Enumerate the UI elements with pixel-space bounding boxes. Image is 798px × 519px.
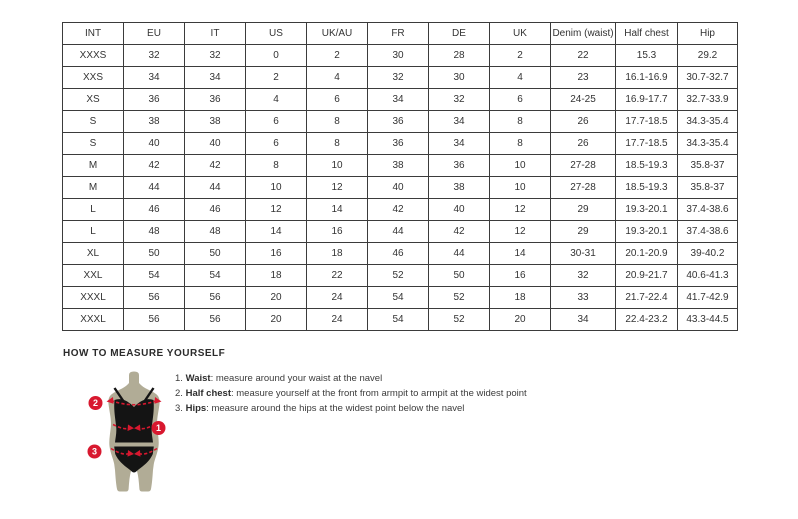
mannequin-swimsuit-icon [84, 370, 184, 495]
table-cell: 17.7-18.5 [616, 111, 678, 133]
table-cell: 34 [429, 133, 490, 155]
table-cell: 18 [490, 287, 551, 309]
step-label: Waist [185, 373, 211, 384]
table-cell: 50 [185, 243, 246, 265]
header-cell: IT [185, 23, 246, 45]
table-cell: 29 [551, 199, 616, 221]
header-cell: UK/AU [307, 23, 368, 45]
table-cell: S [63, 111, 124, 133]
table-cell: 18 [307, 243, 368, 265]
table-cell: 6 [307, 89, 368, 111]
step-number: 2. [175, 388, 183, 399]
table-cell: 42 [185, 155, 246, 177]
table-cell: 27-28 [551, 155, 616, 177]
table-cell: 4 [490, 67, 551, 89]
table-row [63, 287, 738, 309]
table-cell: 24-25 [551, 89, 616, 111]
table-cell: 30 [429, 67, 490, 89]
table-cell: 48 [185, 221, 246, 243]
table-cell: 15.3 [616, 45, 678, 67]
table-cell: 14 [490, 243, 551, 265]
table-cell: 26 [551, 133, 616, 155]
table-cell: 23 [551, 67, 616, 89]
table-cell: 10 [490, 177, 551, 199]
table-cell: 35.8-37 [678, 155, 738, 177]
table-cell: 4 [307, 67, 368, 89]
table-cell: 12 [490, 221, 551, 243]
table-cell: 46 [185, 199, 246, 221]
table-cell: 35.8-37 [678, 177, 738, 199]
table-cell: 36 [124, 89, 185, 111]
table-cell: 48 [124, 221, 185, 243]
table-cell: 24 [307, 309, 368, 331]
table-cell: 19.3-20.1 [616, 221, 678, 243]
table-cell: 36 [429, 155, 490, 177]
header-cell: UK [490, 23, 551, 45]
table-cell: 4 [246, 89, 307, 111]
table-cell: 0 [246, 45, 307, 67]
table-cell: 18.5-19.3 [616, 177, 678, 199]
table-row [63, 111, 738, 133]
table-cell: 20.1-20.9 [616, 243, 678, 265]
table-cell: 52 [368, 265, 429, 287]
table-cell: 12 [307, 177, 368, 199]
table-cell: 12 [246, 199, 307, 221]
table-cell: 8 [490, 111, 551, 133]
header-cell: INT [63, 23, 124, 45]
table-cell: 32 [368, 67, 429, 89]
table-cell: 56 [124, 287, 185, 309]
table-cell: 34.3-35.4 [678, 111, 738, 133]
table-cell: 46 [124, 199, 185, 221]
table-row [63, 309, 738, 331]
table-cell: 12 [490, 199, 551, 221]
table-cell: 40 [429, 199, 490, 221]
table-cell: 36 [368, 133, 429, 155]
table-cell: 27-28 [551, 177, 616, 199]
header-cell: EU [124, 23, 185, 45]
table-cell: 30-31 [551, 243, 616, 265]
table-cell: 32 [124, 45, 185, 67]
table-cell: 54 [368, 309, 429, 331]
waist-badge-number: 1 [155, 423, 162, 434]
table-cell: XS [63, 89, 124, 111]
table-cell: 14 [246, 221, 307, 243]
table-cell: 16 [307, 221, 368, 243]
table-cell: L [63, 199, 124, 221]
table-cell: 20 [246, 287, 307, 309]
table-cell: 2 [246, 67, 307, 89]
table-cell: 39-40.2 [678, 243, 738, 265]
table-row [63, 45, 738, 67]
table-cell: XXS [63, 67, 124, 89]
table-cell: 8 [490, 133, 551, 155]
table-cell: 56 [185, 287, 246, 309]
measure-step-half-chest [175, 386, 527, 401]
table-cell: S [63, 133, 124, 155]
table-cell: 16 [246, 243, 307, 265]
step-label: Half chest [185, 388, 231, 399]
table-row [63, 155, 738, 177]
table-cell: 2 [307, 45, 368, 67]
step-number: 3. [175, 403, 183, 414]
table-cell: 16.9-17.7 [616, 89, 678, 111]
table-row [63, 89, 738, 111]
header-cell: Denim (waist) [551, 23, 616, 45]
header-cell: Hip [678, 23, 738, 45]
table-cell: 6 [246, 111, 307, 133]
table-cell: 40.6-41.3 [678, 265, 738, 287]
table-cell: 40 [124, 133, 185, 155]
step-text: : measure around your waist at the navel [210, 373, 383, 384]
table-row [63, 221, 738, 243]
table-cell: 28 [429, 45, 490, 67]
chest-badge-number: 2 [92, 398, 99, 409]
table-cell: 44 [185, 177, 246, 199]
waist-badge [152, 421, 166, 435]
table-header-row [63, 23, 738, 45]
table-cell: 38 [429, 177, 490, 199]
table-cell: 54 [185, 265, 246, 287]
table-row [63, 133, 738, 155]
measure-steps [175, 371, 527, 416]
table-cell: 18 [246, 265, 307, 287]
table-body [63, 45, 738, 331]
table-cell: 34 [429, 111, 490, 133]
measurement-figure [84, 370, 184, 495]
table-cell: 24 [307, 287, 368, 309]
table-cell: XXXL [63, 287, 124, 309]
hips-badge-number: 3 [91, 446, 98, 457]
table-cell: 6 [246, 133, 307, 155]
table-cell: 21.7-22.4 [616, 287, 678, 309]
table-cell: 29 [551, 221, 616, 243]
measure-step-waist [175, 371, 527, 386]
table-cell: 41.7-42.9 [678, 287, 738, 309]
table-cell: 8 [307, 133, 368, 155]
table-cell: 10 [490, 155, 551, 177]
table-cell: 42 [368, 199, 429, 221]
table-cell: 22 [307, 265, 368, 287]
table-cell: XL [63, 243, 124, 265]
table-cell: 32 [429, 89, 490, 111]
table-cell: 52 [429, 287, 490, 309]
table-cell: 22.4-23.2 [616, 309, 678, 331]
section-title: HOW TO MEASURE YOURSELF [63, 348, 226, 359]
table-cell: M [63, 155, 124, 177]
step-text: : measure around the hips at the widest point below the navel [206, 403, 465, 414]
header-cell: FR [368, 23, 429, 45]
table-cell: XXXL [63, 309, 124, 331]
measure-step-hips [175, 401, 527, 416]
step-text: : measure yourself at the front from armpit to armpit at the widest point [230, 388, 527, 399]
header-cell: DE [429, 23, 490, 45]
table-cell: XXXS [63, 45, 124, 67]
table-cell: XXL [63, 265, 124, 287]
table-cell: 38 [185, 111, 246, 133]
table-cell: 56 [124, 309, 185, 331]
table-cell: 44 [429, 243, 490, 265]
table-cell: 2 [490, 45, 551, 67]
table-cell: 42 [429, 221, 490, 243]
table-cell: 29.2 [678, 45, 738, 67]
chest-badge [89, 396, 103, 410]
table-row [63, 177, 738, 199]
table-cell: 16.1-16.9 [616, 67, 678, 89]
table-cell: 36 [368, 111, 429, 133]
table-cell: 54 [368, 287, 429, 309]
table-cell: 34 [368, 89, 429, 111]
table-cell: 19.3-20.1 [616, 199, 678, 221]
step-number: 1. [175, 373, 183, 384]
table-cell: 32 [551, 265, 616, 287]
header-cell: Half chest [616, 23, 678, 45]
table-cell: 30 [368, 45, 429, 67]
table-cell: 32 [185, 45, 246, 67]
table-cell: 10 [307, 155, 368, 177]
table-cell: 38 [124, 111, 185, 133]
table-cell: 32.7-33.9 [678, 89, 738, 111]
size-chart-table [62, 22, 738, 331]
table-cell: 20 [246, 309, 307, 331]
table-cell: L [63, 221, 124, 243]
table-cell: 20.9-21.7 [616, 265, 678, 287]
table-cell: 8 [307, 111, 368, 133]
table-row [63, 243, 738, 265]
table-cell: 10 [246, 177, 307, 199]
table-row [63, 67, 738, 89]
table-cell: 52 [429, 309, 490, 331]
table-cell: 43.3-44.5 [678, 309, 738, 331]
table-cell: 20 [490, 309, 551, 331]
header-cell: US [246, 23, 307, 45]
step-label: Hips [185, 403, 207, 414]
table-cell: 37.4-38.6 [678, 199, 738, 221]
table-cell: 50 [429, 265, 490, 287]
table-cell: 14 [307, 199, 368, 221]
table-cell: 44 [368, 221, 429, 243]
table-cell: 22 [551, 45, 616, 67]
table-cell: 38 [368, 155, 429, 177]
table-cell: M [63, 177, 124, 199]
table-cell: 34 [551, 309, 616, 331]
table-cell: 33 [551, 287, 616, 309]
table-cell: 46 [368, 243, 429, 265]
table-cell: 37.4-38.6 [678, 221, 738, 243]
hips-badge [88, 445, 102, 459]
table-cell: 30.7-32.7 [678, 67, 738, 89]
table-row [63, 265, 738, 287]
table-cell: 18.5-19.3 [616, 155, 678, 177]
table-cell: 50 [124, 243, 185, 265]
table-cell: 44 [124, 177, 185, 199]
table-row [63, 199, 738, 221]
table-cell: 8 [246, 155, 307, 177]
table-cell: 54 [124, 265, 185, 287]
table-cell: 26 [551, 111, 616, 133]
table-cell: 17.7-18.5 [616, 133, 678, 155]
table-cell: 6 [490, 89, 551, 111]
table-cell: 34 [185, 67, 246, 89]
table-cell: 42 [124, 155, 185, 177]
table-cell: 34.3-35.4 [678, 133, 738, 155]
table-cell: 40 [368, 177, 429, 199]
table-cell: 36 [185, 89, 246, 111]
table-cell: 56 [185, 309, 246, 331]
table-cell: 16 [490, 265, 551, 287]
table-cell: 34 [124, 67, 185, 89]
table-cell: 40 [185, 133, 246, 155]
